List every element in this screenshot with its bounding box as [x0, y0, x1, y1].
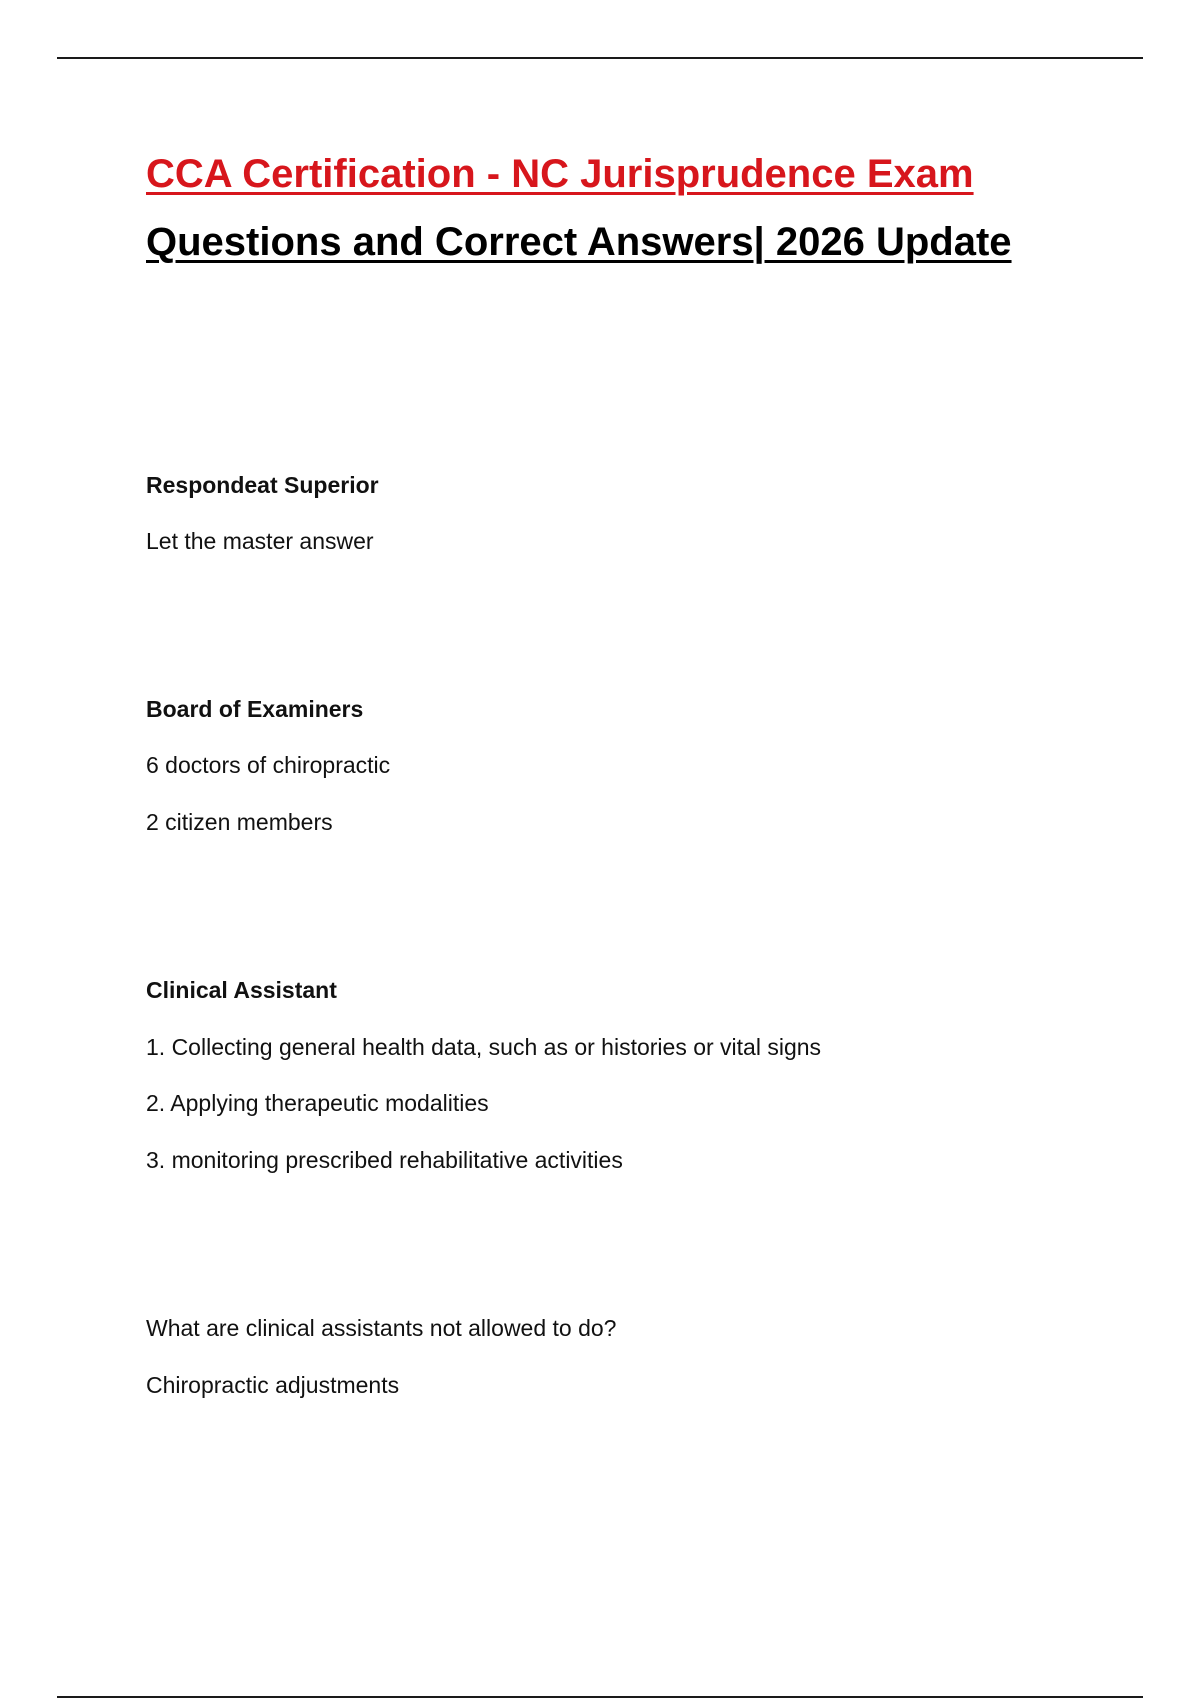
answer-line: 6 doctors of chiropractic: [146, 752, 391, 778]
term-respondeat-superior: Respondeat Superior: [146, 472, 379, 498]
answer-line: 3. monitoring prescribed rehabilitative activities: [146, 1147, 623, 1173]
answer-line: 2 citizen members: [146, 809, 333, 835]
answer-line: Chiropractic adjustments: [146, 1372, 400, 1398]
answer-line: Let the master answer: [146, 528, 374, 554]
answer-line: 2. Applying therapeutic modalities: [146, 1090, 489, 1116]
header-rule: [57, 57, 1143, 59]
answer-line: 1. Collecting general health data, such as or histories or vital signs: [146, 1034, 822, 1060]
term-board-of-examiners: Board of Examiners: [146, 696, 364, 722]
footer-rule: [57, 1696, 1143, 1698]
term-clinical-assistant: Clinical Assistant: [146, 977, 337, 1003]
document-title-line-2: Questions and Correct Answers| 2026 Update: [146, 220, 1012, 264]
question-clinical-assistant-restrictions: What are clinical assistants not allowed to do?: [146, 1315, 617, 1341]
document-title-line-1: CCA Certification - NC Jurisprudence Exam: [146, 152, 974, 196]
